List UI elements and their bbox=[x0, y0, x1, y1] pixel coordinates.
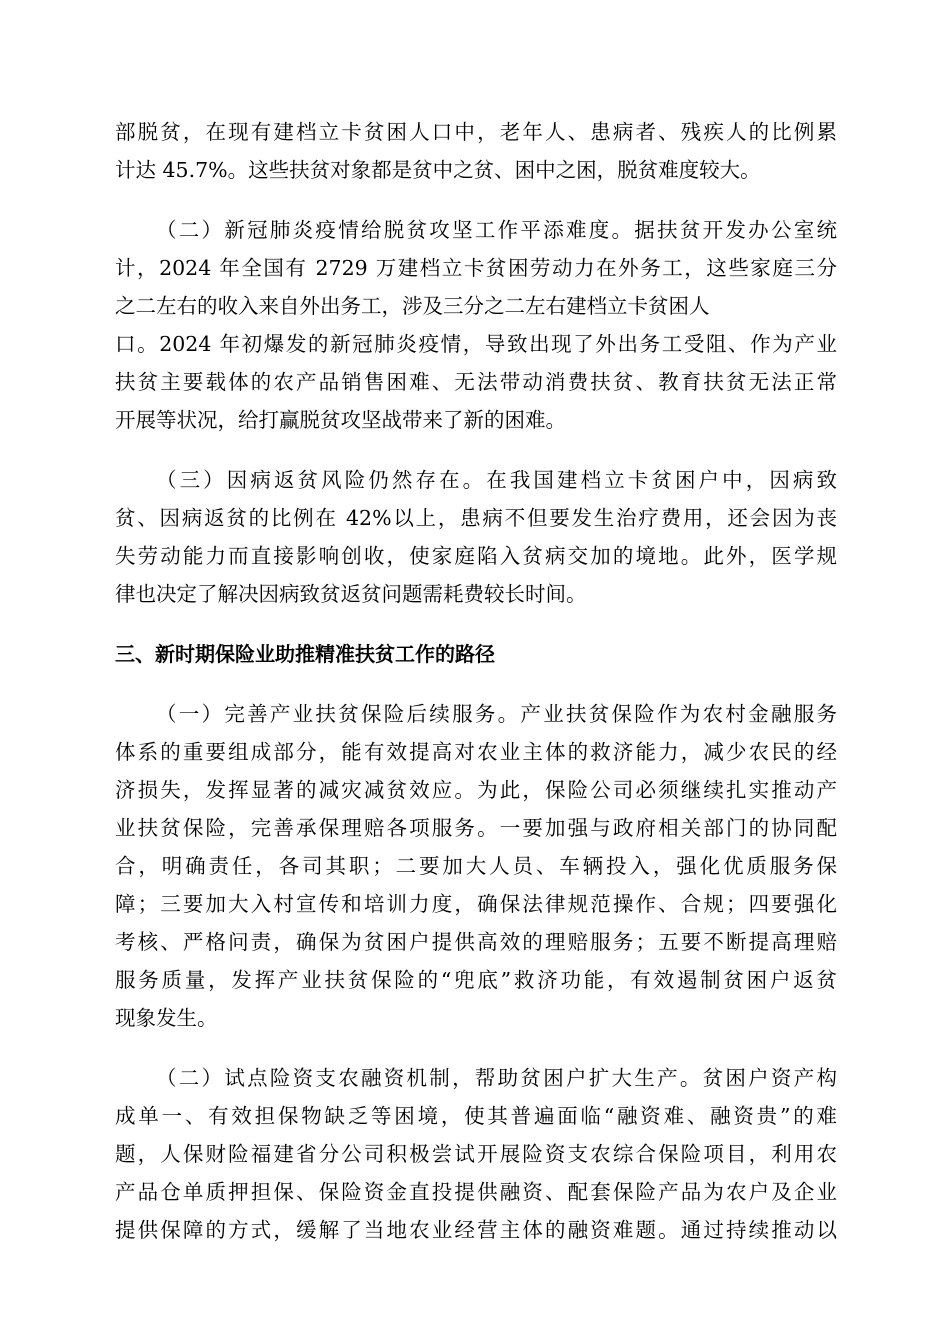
text-line: 产品仓单质押担保、保险资金直投提供融资、配套保险产品为农户及企业 bbox=[115, 1180, 837, 1204]
paragraph bbox=[115, 211, 837, 439]
text-line: 成单一、有效担保物缺乏等困境，使其普遍面临“融资难、融资贵”的难 bbox=[115, 1104, 837, 1128]
paragraph bbox=[115, 461, 837, 613]
paragraph bbox=[115, 113, 837, 189]
text-line: 考核、严格问责，确保为贫困户提供高效的理赔服务；五要不断提高理赔 bbox=[115, 930, 837, 954]
text-line: 贫、因病返贫的比例在 42%以上，患病不但要发生治疗费用，还会因为丧 bbox=[115, 506, 837, 530]
text-line: （二）试点险资支农融资机制，帮助贫困户扩大生产。贫困户资产构 bbox=[156, 1066, 837, 1090]
text-line: （一）完善产业扶贫保险后续服务。产业扶贫保险作为农村金融服务 bbox=[156, 702, 837, 726]
text-line: （三）因病返贫风险仍然存在。在我国建档立卡贫困户中，因病致 bbox=[156, 468, 837, 492]
text-line: （二）新冠肺炎疫情给脱贫攻坚工作平添难度。据扶贫开发办公室统 bbox=[156, 218, 837, 242]
text-line: 现象发生。 bbox=[115, 1006, 218, 1030]
text-line: 业扶贫保险，完善承保理赔各项服务。一要加强与政府相关部门的协同配 bbox=[115, 816, 837, 840]
text-line: 济损失，发挥显著的减灾减贫效应。为此，保险公司必须继续扎实推动产 bbox=[115, 778, 837, 802]
text-line: 障；三要加大入村宣传和培训力度，确保法律规范操作、合规；四要强化 bbox=[115, 892, 837, 916]
paragraph bbox=[115, 695, 837, 1037]
text-line: 计，2024 年全国有 2729 万建档立卡贫困劳动力在外务工，这些家庭三分 bbox=[115, 256, 837, 280]
paragraph bbox=[115, 1059, 837, 1249]
text-line: 合，明确责任，各司其职；二要加大人员、车辆投入，强化优质服务保 bbox=[115, 854, 837, 878]
text-line: 口。2024 年初爆发的新冠肺炎疫情，导致出现了外出务工受阻、作为产业 bbox=[115, 332, 837, 356]
text-line: 之二左右的收入来自外出务工，涉及三分之二左右建档立卡贫困人 bbox=[115, 294, 710, 318]
text-line: 提供保障的方式，缓解了当地农业经营主体的融资难题。通过持续推动以 bbox=[115, 1218, 837, 1242]
text-line: 律也决定了解决因病致贫返贫问题需耗费较长时间。 bbox=[115, 582, 587, 606]
section-heading: 三、新时期保险业助推精准扶贫工作的路径 bbox=[115, 642, 495, 666]
text-line: 体系的重要组成部分，能有效提高对农业主体的救济能力，减少农民的经 bbox=[115, 740, 837, 764]
text-line: 服务质量，发挥产业扶贫保险的“兜底”救济功能，有效遏制贫困户返贫 bbox=[115, 968, 837, 992]
text-line: 失劳动能力而直接影响创收，使家庭陷入贫病交加的境地。此外，医学规 bbox=[115, 544, 837, 568]
text-line: 开展等状况，给打赢脱贫攻坚战带来了新的困难。 bbox=[115, 408, 566, 432]
text-line: 题，人保财险福建省分公司积极尝试开展险资支农综合保险项目，利用农 bbox=[115, 1142, 837, 1166]
text-line: 部脱贫，在现有建档立卡贫困人口中，老年人、患病者、残疾人的比例累 bbox=[115, 120, 837, 144]
document-body bbox=[115, 113, 837, 1249]
text-line: 扶贫主要载体的农产品销售困难、无法带动消费扶贫、教育扶贫无法正常 bbox=[115, 370, 837, 394]
text-line: 计达 45.7%。这些扶贫对象都是贫中之贫、困中之困，脱贫难度较大。 bbox=[115, 158, 761, 182]
